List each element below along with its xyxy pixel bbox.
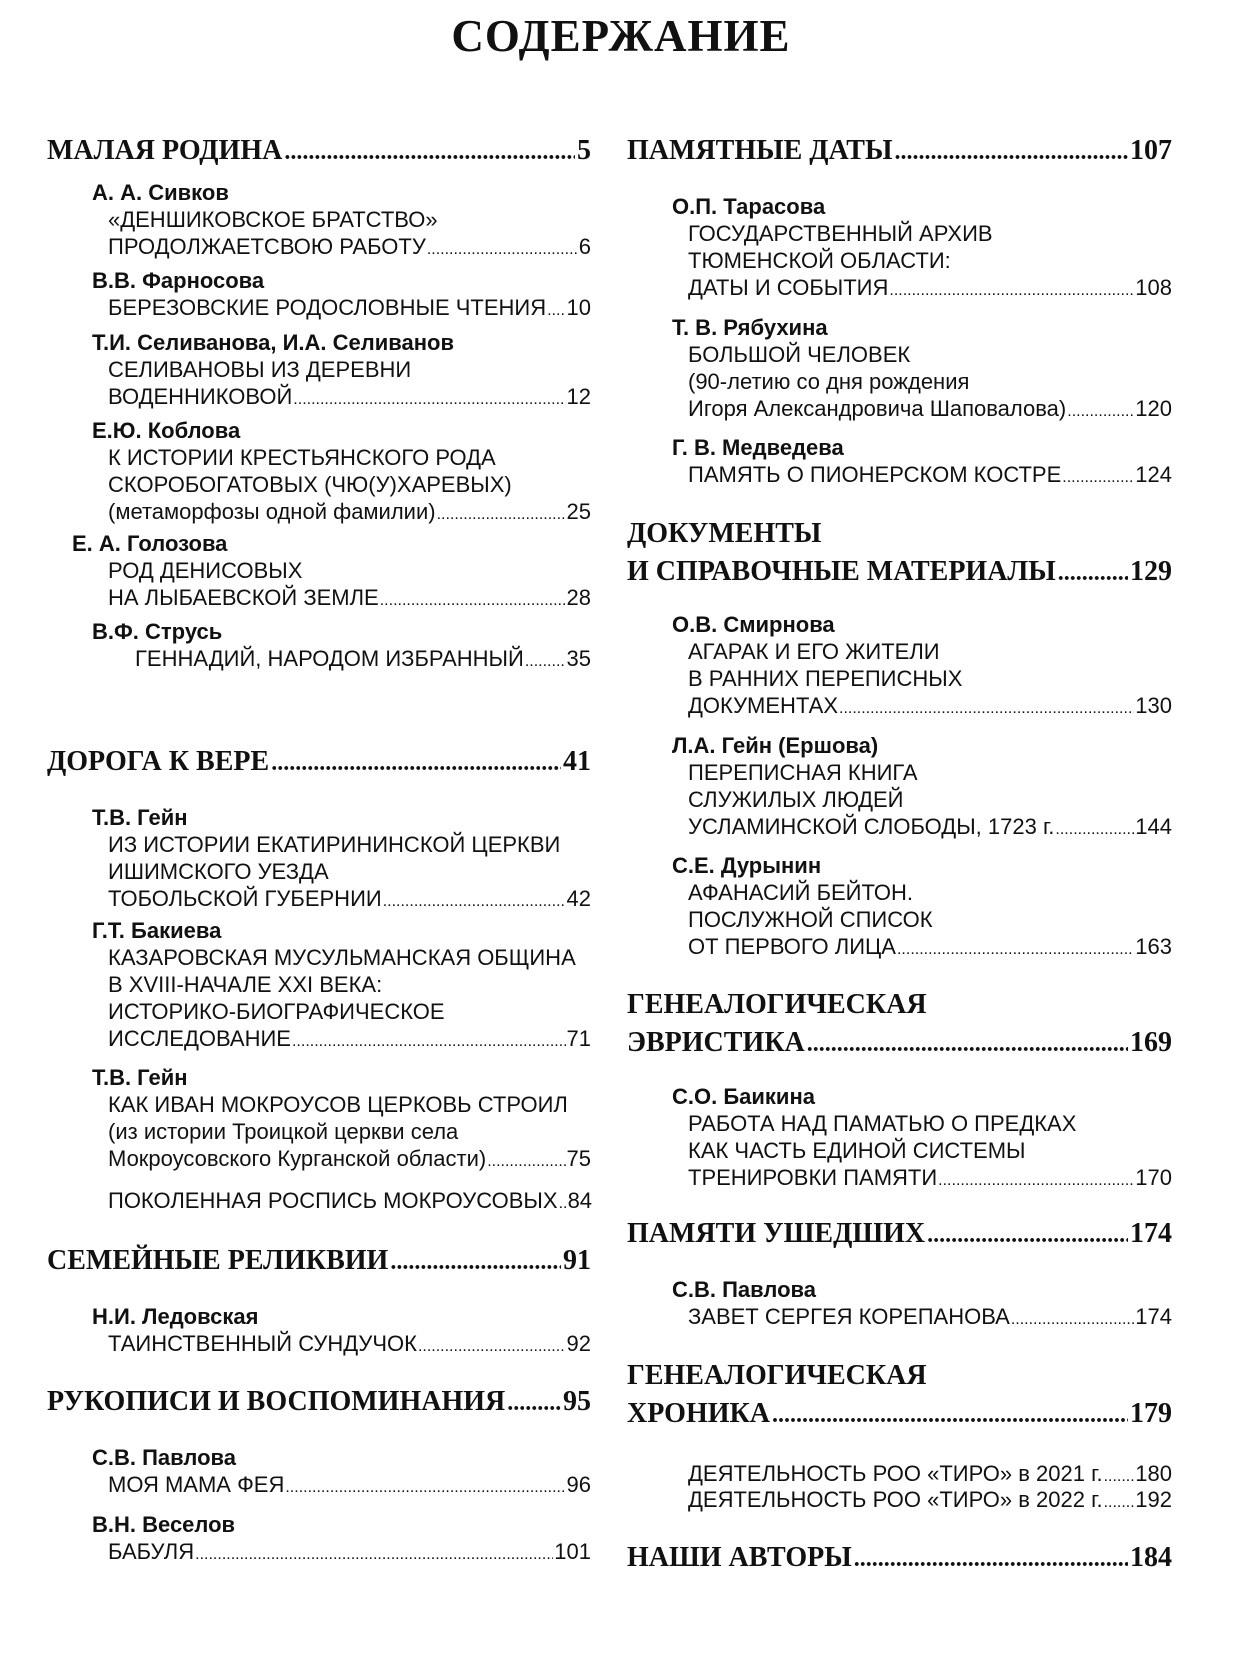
section-title: МАЛАЯ РОДИНА bbox=[47, 135, 283, 166]
dot-leader bbox=[894, 133, 1128, 171]
entry-last-line bbox=[92, 383, 591, 413]
toc-entry[interactable] bbox=[672, 1276, 1172, 1333]
entry-title-line: ИЗ ИСТОРИИ ЕКАТИРИНИНСКОЙ ЦЕРКВИ bbox=[108, 832, 561, 857]
entry-title-line: ТРЕНИРОВКИ ПАМЯТИ bbox=[688, 1165, 938, 1190]
dot-leader bbox=[427, 236, 578, 263]
dot-leader bbox=[547, 297, 565, 324]
entry-title-line: СКОРОБОГАТОВЫХ (ЧЮ(У)ХАРЕВЫХ) bbox=[108, 472, 512, 497]
section-title: ГЕНЕАЛОГИЧЕСКАЯ bbox=[627, 989, 927, 1020]
entry-page: 130 bbox=[1135, 693, 1172, 718]
toc-entry[interactable] bbox=[72, 530, 591, 614]
page-title: СОДЕРЖАНИЕ bbox=[451, 11, 791, 61]
entry-last-line bbox=[92, 885, 591, 915]
dot-leader bbox=[380, 587, 566, 614]
entry-page: 124 bbox=[1135, 462, 1172, 487]
entry-author: С.В. Павлова bbox=[672, 1277, 816, 1302]
section-heading[interactable] bbox=[627, 515, 1172, 592]
entry-author: Е. А. Голозова bbox=[72, 531, 228, 556]
entry-last-line bbox=[92, 1471, 591, 1501]
entry-last-line bbox=[672, 461, 1172, 491]
dot-leader bbox=[1011, 1306, 1134, 1333]
entry-title-line: КАЗАРОВСКАЯ МУСУЛЬМАНСКАЯ ОБЩИНА bbox=[108, 945, 576, 970]
entry-author: Г.Т. Бакиева bbox=[92, 918, 222, 943]
entry-title-line: УСЛАМИНСКОЙ СЛОБОДЫ, 1723 г. bbox=[688, 814, 1055, 839]
toc-entry[interactable] bbox=[92, 917, 591, 1055]
toc-entry[interactable] bbox=[92, 804, 591, 915]
entry-title-line: БЕРЕЗОВСКИЕ РОДОСЛОВНЫЕ ЧТЕНИЯ bbox=[108, 295, 547, 320]
entry-page: 71 bbox=[566, 1026, 591, 1051]
entry-last-line bbox=[672, 692, 1172, 722]
dot-leader bbox=[807, 1025, 1128, 1063]
dot-leader bbox=[271, 744, 561, 782]
entry-last-line bbox=[92, 1538, 591, 1568]
entry-page: 28 bbox=[566, 585, 591, 610]
section-page: 91 bbox=[563, 1245, 591, 1276]
toc-entry[interactable] bbox=[672, 434, 1172, 491]
entry-page: 84 bbox=[567, 1188, 593, 1213]
dot-leader bbox=[487, 1148, 565, 1175]
section-page: 174 bbox=[1130, 1218, 1172, 1249]
entry-title-line: ПЕРЕПИСНАЯ КНИГА bbox=[688, 760, 918, 785]
entry-page: 192 bbox=[1135, 1487, 1172, 1512]
entry-author: А. А. Сивков bbox=[92, 180, 229, 205]
entry-author: Г. В. Медведева bbox=[672, 435, 844, 460]
entry-author: В.Н. Веселов bbox=[92, 1512, 236, 1537]
toc-entry[interactable] bbox=[672, 732, 1172, 843]
section-heading[interactable] bbox=[627, 1215, 1172, 1254]
entry-title-line: МОЯ МАМА ФЕЯ bbox=[108, 1472, 285, 1497]
entry-author: С.В. Павлова bbox=[92, 1445, 236, 1470]
entry-title-line: ОТ ПЕРВОГО ЛИЦА bbox=[688, 934, 896, 959]
entry-title-line: СЛУЖИЛЫХ ЛЮДЕЙ bbox=[688, 787, 904, 812]
section-title: ХРОНИКА bbox=[627, 1398, 771, 1429]
entry-last-line bbox=[672, 1303, 1172, 1333]
section-title: РУКОПИСИ И ВОСПОМИНАНИЯ bbox=[47, 1386, 506, 1417]
dot-leader bbox=[1055, 816, 1134, 843]
entry-author: О.П. Тарасова bbox=[672, 194, 826, 219]
entry-last-line bbox=[92, 498, 591, 528]
dot-leader bbox=[938, 1167, 1134, 1194]
entry-title-line: СЕЛИВАНОВЫ ИЗ ДЕРЕВНИ bbox=[108, 357, 412, 382]
entry-title-line: В XVIII-НАЧАЛЕ XXI ВЕКА: bbox=[108, 972, 383, 997]
entry-page: 144 bbox=[1135, 814, 1172, 839]
entry-title-line: «ДЕНШИКОВСКОЕ БРАТСТВО» bbox=[108, 207, 438, 232]
entry-title-line: Мокроусовского Курганской области) bbox=[108, 1146, 487, 1171]
entry-title-line: ГОСУДАРСТВЕННЫЙ АРХИВ bbox=[688, 221, 993, 246]
section-title: ДОРОГА К ВЕРЕ bbox=[47, 746, 270, 777]
entry-last-line bbox=[672, 1164, 1172, 1194]
entry-author: Т.В. Гейн bbox=[92, 1065, 188, 1090]
entry-title-line: АГАРАК И ЕГО ЖИТЕЛИ bbox=[688, 639, 940, 664]
section-page: 169 bbox=[1130, 1027, 1172, 1058]
section-heading[interactable] bbox=[47, 743, 591, 782]
entry-page: 108 bbox=[1135, 275, 1172, 300]
dot-leader bbox=[285, 1474, 565, 1501]
dot-leader bbox=[1067, 398, 1134, 425]
entry-title-line: ИШИМСКОГО УЕЗДА bbox=[108, 859, 329, 884]
dot-leader bbox=[383, 888, 566, 915]
dot-leader bbox=[1058, 554, 1128, 592]
entry-author: Т.В. Гейн bbox=[92, 805, 188, 830]
section-heading[interactable] bbox=[627, 1539, 1172, 1578]
dot-leader bbox=[772, 1396, 1128, 1434]
entry-title-line: ПРОДОЛЖАЕТСВОЮ РАБОТУ bbox=[108, 234, 426, 259]
entry-page: 35 bbox=[566, 646, 591, 671]
toc-entry[interactable] bbox=[92, 1444, 591, 1501]
entry-title-line: ВОДЕННИКОВОЙ bbox=[108, 384, 293, 409]
entry-page: 174 bbox=[1135, 1304, 1172, 1329]
toc-column-right bbox=[627, 0, 1172, 1667]
section-heading[interactable] bbox=[627, 986, 1172, 1063]
entry-title-line: НА ЛЫБАЕВСКОЙ ЗЕМЛЕ bbox=[108, 585, 379, 610]
entry-page: 75 bbox=[566, 1146, 591, 1171]
entry-page: 92 bbox=[566, 1331, 591, 1356]
entry-last-line bbox=[92, 233, 591, 263]
entry-author: В.Ф. Струсь bbox=[92, 619, 223, 644]
dot-leader bbox=[525, 648, 566, 675]
toc-entry[interactable] bbox=[92, 1064, 591, 1175]
entry-page: 25 bbox=[566, 499, 591, 524]
entry-last-line bbox=[672, 274, 1172, 304]
entry-page: 42 bbox=[566, 886, 591, 911]
entry-author: Е.Ю. Коблова bbox=[92, 418, 241, 443]
dot-leader bbox=[839, 695, 1134, 722]
section-title: ПАМЯТНЫЕ ДАТЫ bbox=[627, 135, 893, 166]
section-page: 5 bbox=[577, 135, 591, 166]
entry-title-line: ДОКУМЕНТАХ bbox=[688, 693, 838, 718]
entry-title-line: (90-летию со дня рождения bbox=[688, 369, 970, 394]
entry-title-line: ДАТЫ И СОБЫТИЯ bbox=[688, 275, 889, 300]
entry-last-line bbox=[672, 395, 1172, 425]
entry-last-line bbox=[92, 294, 591, 324]
toc-entry[interactable] bbox=[672, 193, 1172, 304]
entry-last-line bbox=[92, 1025, 591, 1055]
toc-entry[interactable] bbox=[688, 1486, 1172, 1516]
section-title: НАШИ АВТОРЫ bbox=[627, 1542, 852, 1573]
dot-leader bbox=[293, 386, 565, 413]
section-page: 95 bbox=[563, 1386, 591, 1417]
section-heading[interactable] bbox=[47, 1242, 591, 1281]
entry-title-line: ТАИНСТВЕННЫЙ СУНДУЧОК bbox=[108, 1331, 417, 1356]
entry-title-line: КАК ИВАН МОКРОУСОВ ЦЕРКОВЬ СТРОИЛ bbox=[108, 1092, 568, 1117]
section-heading[interactable] bbox=[627, 1357, 1172, 1434]
section-heading[interactable] bbox=[627, 132, 1172, 171]
dot-leader bbox=[897, 936, 1134, 963]
entry-title-line: ЗАВЕТ СЕРГЕЯ КОРЕПАНОВА bbox=[688, 1304, 1010, 1329]
entry-last-line bbox=[672, 933, 1172, 963]
section-page: 184 bbox=[1130, 1542, 1172, 1573]
toc-entry[interactable] bbox=[672, 852, 1172, 963]
toc-entry[interactable] bbox=[92, 267, 591, 324]
dot-leader bbox=[507, 1384, 561, 1422]
entry-author: Т. В. Рябухина bbox=[672, 315, 828, 340]
entry-title-line: Игоря Александровича Шаповалова) bbox=[688, 396, 1067, 421]
section-title: ДОКУМЕНТЫ bbox=[627, 518, 822, 549]
entry-title-line: АФАНАСИЙ БЕЙТОН. bbox=[688, 880, 914, 905]
toc-entry[interactable] bbox=[108, 1187, 591, 1217]
entry-last-line bbox=[92, 1145, 591, 1175]
section-page: 179 bbox=[1130, 1398, 1172, 1429]
entry-title-line: ДЕЯТЕЛЬНОСТЬ РОО «ТИРО» в 2022 г. bbox=[688, 1487, 1103, 1512]
entry-page: 170 bbox=[1135, 1165, 1172, 1190]
entry-title-line: ПОКОЛЕННАЯ РОСПИСЬ МОКРОУСОВЫХ bbox=[108, 1188, 558, 1213]
section-heading-last-line bbox=[627, 1395, 1172, 1434]
entry-last-line bbox=[688, 1486, 1172, 1516]
section-heading-last-line bbox=[627, 1024, 1172, 1063]
entry-page: 180 bbox=[1135, 1461, 1172, 1486]
entry-title-line: КАК ЧАСТЬ ЕДИНОЙ СИСТЕМЫ bbox=[688, 1138, 1026, 1163]
toc-entry[interactable] bbox=[92, 1303, 591, 1360]
entry-title-line: ПОСЛУЖНОЙ СПИСОК bbox=[688, 907, 933, 932]
entry-author: Н.И. Ледовская bbox=[92, 1304, 259, 1329]
toc-entry[interactable] bbox=[672, 1083, 1172, 1194]
entry-last-line bbox=[92, 645, 591, 675]
toc-column-left bbox=[47, 0, 591, 1667]
section-page: 41 bbox=[563, 746, 591, 777]
entry-author: О.В. Смирнова bbox=[672, 612, 835, 637]
dot-leader bbox=[418, 1333, 566, 1360]
entry-title-line: ТОБОЛЬСКОЙ ГУБЕРНИИ bbox=[108, 886, 382, 911]
dot-leader bbox=[927, 1216, 1128, 1254]
entry-title-line: БОЛЬШОЙ ЧЕЛОВЕК bbox=[688, 342, 911, 367]
entry-title-line: ТЮМЕНСКОЙ ОБЛАСТИ: bbox=[688, 248, 951, 273]
section-title: ЭВРИСТИКА bbox=[627, 1027, 805, 1058]
entry-title-line: (из истории Троицкой церкви села bbox=[108, 1119, 459, 1144]
entry-author: С.О. Баикина bbox=[672, 1084, 815, 1109]
entry-author: Т.И. Селиванова, И.А. Селиванов bbox=[92, 330, 455, 355]
toc-entry[interactable] bbox=[92, 179, 591, 263]
entry-title-line: ДЕЯТЕЛЬНОСТЬ РОО «ТИРО» в 2021 г. bbox=[688, 1461, 1103, 1486]
entry-page: 96 bbox=[566, 1472, 591, 1497]
dot-leader bbox=[559, 1190, 567, 1217]
section-page: 107 bbox=[1130, 135, 1172, 166]
toc-entry[interactable] bbox=[92, 417, 591, 528]
toc-entry[interactable] bbox=[672, 314, 1172, 425]
entry-last-line bbox=[672, 813, 1172, 843]
entry-page: 101 bbox=[554, 1539, 591, 1564]
dot-leader bbox=[437, 501, 566, 528]
entry-title-line: ИСТОРИКО-БИОГРАФИЧЕСКОЕ bbox=[108, 999, 445, 1024]
entry-title-line: РАБОТА НАД ПАМАТЬЮ О ПРЕДКАХ bbox=[688, 1111, 1077, 1136]
dot-leader bbox=[390, 1243, 561, 1281]
dot-leader bbox=[1062, 464, 1134, 491]
entry-last-line bbox=[92, 1330, 591, 1360]
toc-entry[interactable] bbox=[92, 329, 591, 413]
entry-title-line: ПАМЯТЬ О ПИОНЕРСКОМ КОСТРЕ bbox=[688, 462, 1062, 487]
entry-author: С.Е. Дурынин bbox=[672, 853, 822, 878]
section-heading[interactable] bbox=[47, 1383, 591, 1422]
entry-author: В.В. Фарносова bbox=[92, 268, 265, 293]
entry-last-line bbox=[108, 1187, 591, 1217]
section-title: ПАМЯТИ УШЕДШИХ bbox=[627, 1218, 926, 1249]
entry-title-line: В РАННИХ ПЕРЕПИСНЫХ bbox=[688, 666, 963, 691]
entry-page: 10 bbox=[566, 295, 591, 320]
entry-page: 163 bbox=[1135, 934, 1172, 959]
entry-page: 12 bbox=[566, 384, 591, 409]
toc-entry[interactable] bbox=[92, 1511, 591, 1568]
dot-leader bbox=[195, 1541, 553, 1568]
entry-title-line: К ИСТОРИИ КРЕСТЬЯНСКОГО РОДА bbox=[108, 445, 496, 470]
entry-title-line: БАБУЛЯ bbox=[108, 1539, 195, 1564]
section-title: И СПРАВОЧНЫЕ МАТЕРИАЛЫ bbox=[627, 556, 1056, 587]
entry-title-line: (метаморфозы одной фамилии) bbox=[108, 499, 436, 524]
toc-entry[interactable] bbox=[672, 611, 1172, 722]
section-title: СЕМЕЙНЫЕ РЕЛИКВИИ bbox=[47, 1245, 389, 1276]
toc-entry[interactable] bbox=[92, 618, 591, 675]
section-heading[interactable] bbox=[47, 132, 591, 171]
dot-leader bbox=[1104, 1489, 1135, 1516]
entry-last-line bbox=[72, 584, 591, 614]
entry-title-line: ГЕННАДИЙ, НАРОДОМ ИЗБРАННЫЙ bbox=[135, 646, 524, 671]
entry-title-line: РОД ДЕНИСОВЫХ bbox=[108, 558, 303, 583]
dot-leader bbox=[889, 277, 1134, 304]
section-page: 129 bbox=[1130, 556, 1172, 587]
dot-leader bbox=[292, 1028, 566, 1055]
section-heading-last-line bbox=[627, 553, 1172, 592]
section-title: ГЕНЕАЛОГИЧЕСКАЯ bbox=[627, 1360, 927, 1391]
entry-page: 6 bbox=[578, 234, 591, 259]
dot-leader bbox=[854, 1540, 1128, 1578]
entry-author: Л.А. Гейн (Ершова) bbox=[672, 733, 879, 758]
dot-leader bbox=[284, 133, 575, 171]
entry-title-line: ИССЛЕДОВАНИЕ bbox=[108, 1026, 291, 1051]
entry-page: 120 bbox=[1135, 396, 1172, 421]
